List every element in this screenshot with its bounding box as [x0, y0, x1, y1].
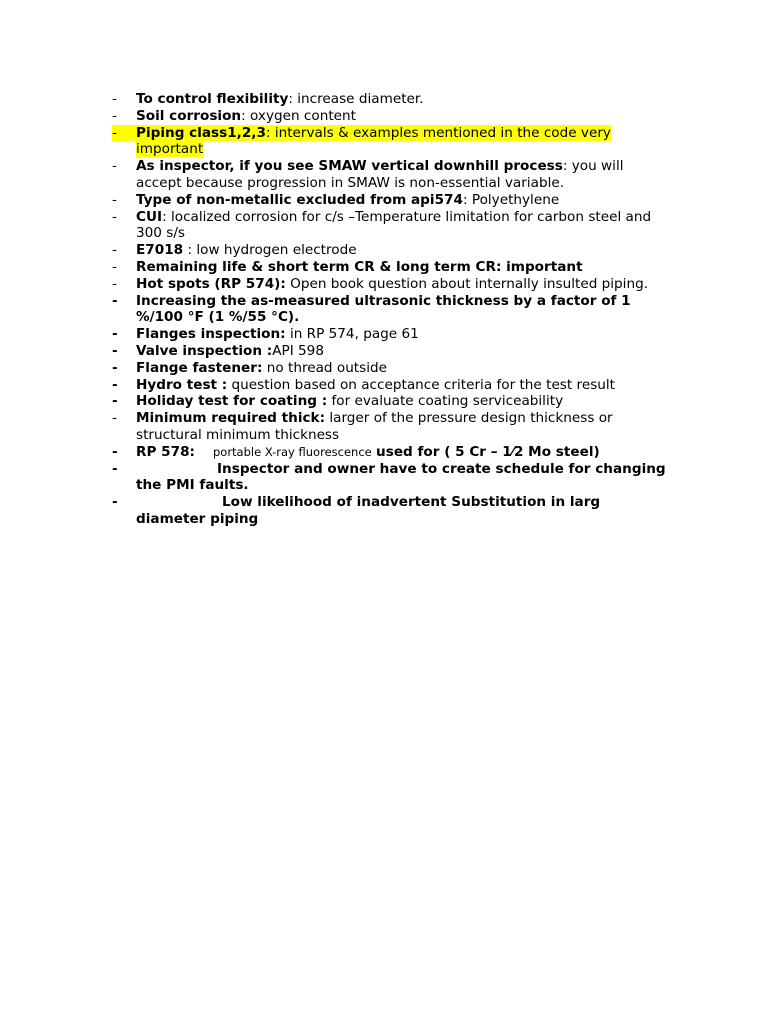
item-text: : oxygen content [241, 107, 356, 124]
list-bullet: - [112, 191, 117, 208]
list-bullet: - [112, 443, 118, 460]
list-item [112, 209, 672, 243]
list-item [112, 377, 672, 394]
list-bullet: - [112, 258, 117, 275]
list-bullet: - [112, 342, 118, 359]
list-bullet: - [112, 242, 117, 259]
list-item [112, 276, 672, 293]
item-heading: Hot spots (RP 574): [136, 275, 286, 292]
item-heading: Valve inspection : [136, 342, 273, 359]
item-heading: Minimum required thick: [136, 410, 326, 427]
list-bullet: - [112, 275, 117, 292]
item-text: question based on acceptance criteria for the test result [227, 376, 615, 393]
item-text-continuation: important [136, 141, 204, 158]
item-text: for evaluate coating serviceability [327, 393, 564, 410]
list-item [112, 91, 672, 108]
item-heading: As inspector, if you see SMAW vertical downhill process [136, 158, 563, 175]
list-item [112, 158, 672, 192]
item-text: in RP 574, page 61 [285, 326, 419, 343]
list-item [112, 259, 672, 276]
item-heading: E7018 [136, 242, 184, 259]
item-heading: Holiday test for coating : [136, 393, 328, 410]
item-heading: Low likelihood of inadvertent Substitution in larg diameter piping [136, 494, 601, 527]
item-heading: To control flexibility [136, 91, 289, 107]
list-bullet: - [112, 410, 117, 427]
list-item [112, 410, 672, 444]
list-bullet: - [112, 158, 117, 175]
item-heading: Flange fastener: [136, 359, 263, 376]
list-bullet: - [112, 494, 118, 511]
item-text: : increase diameter. [288, 91, 424, 107]
list-item [112, 108, 672, 125]
item-text: no thread outside [262, 359, 387, 376]
item-text: larger of the pressure design thickness or structural minimum thickness [136, 410, 613, 443]
list-item [112, 444, 672, 461]
item-small-text: portable X-ray fluorescence [212, 444, 372, 459]
item-heading-2: used for ( 5 Cr – 1⁄2 Mo steel) [376, 443, 600, 460]
notes-list [112, 91, 672, 528]
list-item [112, 242, 672, 259]
list-bullet: - [112, 326, 118, 343]
list-bullet: - [112, 107, 117, 124]
list-item [112, 393, 672, 410]
list-bullet: - [112, 460, 118, 477]
list-bullet: - [112, 208, 117, 225]
item-heading: Flanges inspection: [136, 326, 286, 343]
list-item [112, 461, 672, 495]
list-bullet: - [112, 376, 118, 393]
list-item [112, 192, 672, 209]
list-bullet: - [112, 292, 118, 309]
item-heading: Hydro test : [136, 376, 228, 393]
item-heading: Piping class1,2,3 [136, 124, 266, 141]
list-bullet: - [112, 125, 136, 142]
item-heading: CUI [136, 208, 163, 225]
item-text: : Polyethylene [462, 191, 560, 208]
list-item-highlighted [112, 125, 672, 159]
item-text: API 598 [272, 342, 324, 359]
item-text: : low hydrogen electrode [183, 242, 357, 259]
list-item [112, 293, 672, 327]
item-text: Open book question about internally insulted piping. [285, 275, 649, 292]
item-heading: RP 578: [136, 443, 195, 460]
list-bullet: - [112, 91, 117, 107]
item-heading: Increasing the as-measured ultrasonic thickness by a factor of 1 %/100 °F (1 %/55 °C). [136, 292, 631, 326]
list-bullet: - [112, 359, 118, 376]
list-item [112, 343, 672, 360]
list-item [112, 360, 672, 377]
item-heading: Type of non-metallic excluded from api574 [136, 191, 463, 208]
item-heading: Remaining life & short term CR & long term CR: important [136, 258, 583, 275]
list-bullet: - [112, 393, 118, 410]
item-text: : localized corrosion for c/s –Temperature limitation for carbon steel and 300 s/s [136, 208, 652, 242]
item-heading: Soil corrosion [136, 107, 242, 124]
item-heading: Inspector and owner have to create schedule for changing the PMI faults. [136, 460, 666, 494]
item-text: : you will accept because progression in SMAW is non-essential variable. [136, 158, 624, 191]
item-text: : intervals & examples mentioned in the code very [265, 124, 611, 141]
list-item [112, 326, 672, 343]
list-item [112, 494, 672, 528]
